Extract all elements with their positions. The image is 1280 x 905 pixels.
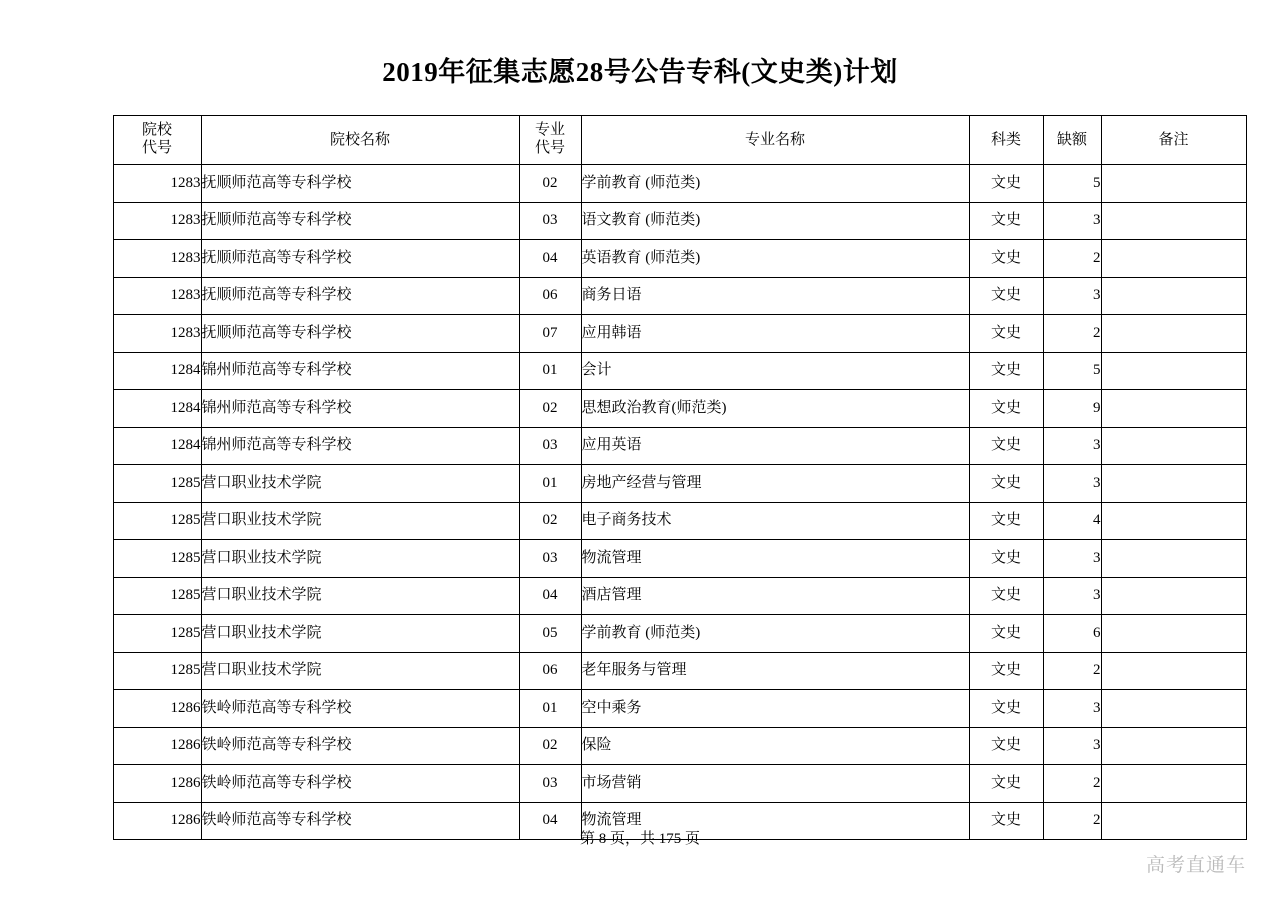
cell-major-code: 02 [519, 390, 581, 428]
cell-school-code: 1283 [113, 277, 201, 315]
table-row [113, 577, 1246, 615]
cell-major-name: 物流管理 [581, 802, 969, 840]
cell-remark [1101, 427, 1246, 465]
cell-quota: 2 [1043, 652, 1101, 690]
cell-remark [1101, 540, 1246, 578]
cell-school-code: 1286 [113, 690, 201, 728]
cell-remark [1101, 352, 1246, 390]
column-header-major-code-line1: 专业 [534, 122, 565, 139]
cell-school-name: 锦州师范高等专科学校 [201, 390, 519, 428]
column-header-remark: 备注 [1101, 116, 1246, 165]
cell-quota: 2 [1043, 240, 1101, 278]
cell-school-name: 抚顺师范高等专科学校 [201, 202, 519, 240]
cell-category: 文史 [969, 352, 1043, 390]
cell-school-name: 抚顺师范高等专科学校 [201, 277, 519, 315]
table-row [113, 390, 1246, 428]
column-header-quota: 缺额 [1043, 116, 1101, 165]
plan-table-container [113, 115, 1189, 840]
cell-quota: 5 [1043, 352, 1101, 390]
cell-remark [1101, 240, 1246, 278]
cell-major-code: 04 [519, 240, 581, 278]
watermark-label: 高考直通车 [1145, 855, 1246, 876]
cell-school-code: 1284 [113, 390, 201, 428]
table-row [113, 277, 1246, 315]
cell-major-code: 04 [519, 802, 581, 840]
cell-remark [1101, 465, 1246, 503]
table-row [113, 690, 1246, 728]
cell-quota: 3 [1043, 427, 1101, 465]
admission-plan-table [113, 115, 1247, 840]
cell-major-code: 01 [519, 352, 581, 390]
cell-quota: 5 [1043, 165, 1101, 203]
cell-quota: 2 [1043, 765, 1101, 803]
cell-category: 文史 [969, 315, 1043, 353]
table-header [113, 116, 1246, 165]
cell-school-name: 铁岭师范高等专科学校 [201, 690, 519, 728]
cell-major-code: 03 [519, 427, 581, 465]
cell-major-code: 06 [519, 652, 581, 690]
cell-quota: 3 [1043, 202, 1101, 240]
cell-major-name: 思想政治教育(师范类) [581, 390, 969, 428]
cell-remark [1101, 390, 1246, 428]
cell-quota: 6 [1043, 615, 1101, 653]
cell-school-name: 营口职业技术学院 [201, 465, 519, 503]
table-row [113, 652, 1246, 690]
table-row [113, 502, 1246, 540]
table-row [113, 240, 1246, 278]
cell-category: 文史 [969, 202, 1043, 240]
cell-school-code: 1285 [113, 615, 201, 653]
cell-school-name: 营口职业技术学院 [201, 652, 519, 690]
cell-category: 文史 [969, 427, 1043, 465]
cell-major-name: 市场营销 [581, 765, 969, 803]
cell-remark [1101, 652, 1246, 690]
cell-major-name: 语文教育 (师范类) [581, 202, 969, 240]
cell-category: 文史 [969, 240, 1043, 278]
cell-quota: 2 [1043, 315, 1101, 353]
column-header-major-name: 专业名称 [581, 116, 969, 165]
cell-category: 文史 [969, 390, 1043, 428]
cell-major-name: 酒店管理 [581, 577, 969, 615]
cell-major-code: 02 [519, 502, 581, 540]
table-row [113, 352, 1246, 390]
cell-major-name: 学前教育 (师范类) [581, 615, 969, 653]
column-header-category: 科类 [969, 116, 1043, 165]
cell-school-name: 抚顺师范高等专科学校 [201, 315, 519, 353]
cell-remark [1101, 690, 1246, 728]
cell-major-name: 会计 [581, 352, 969, 390]
cell-major-code: 06 [519, 277, 581, 315]
cell-school-name: 营口职业技术学院 [201, 540, 519, 578]
cell-major-name: 商务日语 [581, 277, 969, 315]
cell-category: 文史 [969, 765, 1043, 803]
cell-quota: 3 [1043, 277, 1101, 315]
cell-school-code: 1285 [113, 652, 201, 690]
cell-school-code: 1285 [113, 540, 201, 578]
cell-major-name: 老年服务与管理 [581, 652, 969, 690]
cell-major-name: 应用英语 [581, 427, 969, 465]
cell-category: 文史 [969, 540, 1043, 578]
cell-major-name: 保险 [581, 727, 969, 765]
cell-quota: 3 [1043, 465, 1101, 503]
cell-school-code: 1286 [113, 802, 201, 840]
cell-category: 文史 [969, 802, 1043, 840]
cell-category: 文史 [969, 277, 1043, 315]
cell-major-name: 房地产经营与管理 [581, 465, 969, 503]
column-header-school-code-line1: 院校 [141, 122, 172, 139]
column-header-major-code [519, 116, 581, 165]
cell-school-code: 1285 [113, 502, 201, 540]
page-title: 2019年征集志愿28号公告专科(文史类)计划 [382, 57, 898, 87]
cell-school-name: 营口职业技术学院 [201, 577, 519, 615]
table-body [113, 165, 1246, 840]
cell-school-code: 1284 [113, 427, 201, 465]
cell-major-code: 03 [519, 540, 581, 578]
cell-remark [1101, 202, 1246, 240]
cell-major-name: 应用韩语 [581, 315, 969, 353]
cell-major-name: 电子商务技术 [581, 502, 969, 540]
cell-school-name: 营口职业技术学院 [201, 502, 519, 540]
column-header-school-code-line2: 代号 [141, 140, 172, 156]
cell-category: 文史 [969, 727, 1043, 765]
cell-major-code: 01 [519, 690, 581, 728]
cell-quota: 3 [1043, 577, 1101, 615]
column-header-major-code-line2: 代号 [534, 140, 565, 156]
cell-major-code: 04 [519, 577, 581, 615]
cell-school-name: 抚顺师范高等专科学校 [201, 240, 519, 278]
table-row [113, 202, 1246, 240]
page-number-footer: 第 8 页，共 175 页 [579, 831, 700, 847]
table-row [113, 765, 1246, 803]
cell-category: 文史 [969, 615, 1043, 653]
cell-remark [1101, 165, 1246, 203]
column-header-school-code [113, 116, 201, 165]
cell-category: 文史 [969, 690, 1043, 728]
cell-quota: 9 [1043, 390, 1101, 428]
table-row [113, 465, 1246, 503]
cell-remark [1101, 615, 1246, 653]
cell-major-code: 05 [519, 615, 581, 653]
cell-major-code: 03 [519, 765, 581, 803]
cell-major-name: 物流管理 [581, 540, 969, 578]
cell-remark [1101, 577, 1246, 615]
cell-quota: 3 [1043, 690, 1101, 728]
cell-school-code: 1283 [113, 240, 201, 278]
cell-school-name: 营口职业技术学院 [201, 615, 519, 653]
cell-school-code: 1283 [113, 165, 201, 203]
cell-school-name: 铁岭师范高等专科学校 [201, 727, 519, 765]
cell-school-code: 1284 [113, 352, 201, 390]
cell-major-code: 01 [519, 465, 581, 503]
cell-major-code: 03 [519, 202, 581, 240]
cell-school-name: 铁岭师范高等专科学校 [201, 802, 519, 840]
cell-major-code: 02 [519, 727, 581, 765]
table-header-row [113, 116, 1246, 165]
table-row [113, 727, 1246, 765]
cell-quota: 3 [1043, 540, 1101, 578]
cell-remark [1101, 727, 1246, 765]
cell-remark [1101, 765, 1246, 803]
cell-category: 文史 [969, 652, 1043, 690]
table-row [113, 315, 1246, 353]
cell-remark [1101, 315, 1246, 353]
cell-category: 文史 [969, 465, 1043, 503]
cell-school-name: 锦州师范高等专科学校 [201, 427, 519, 465]
table-row [113, 165, 1246, 203]
cell-category: 文史 [969, 502, 1043, 540]
cell-remark [1101, 277, 1246, 315]
cell-school-code: 1286 [113, 765, 201, 803]
cell-quota: 4 [1043, 502, 1101, 540]
cell-major-name: 学前教育 (师范类) [581, 165, 969, 203]
cell-category: 文史 [969, 577, 1043, 615]
cell-school-code: 1285 [113, 465, 201, 503]
cell-school-name: 抚顺师范高等专科学校 [201, 165, 519, 203]
cell-major-name: 空中乘务 [581, 690, 969, 728]
cell-major-code: 07 [519, 315, 581, 353]
cell-quota: 2 [1043, 802, 1101, 840]
cell-quota: 3 [1043, 727, 1101, 765]
table-row [113, 540, 1246, 578]
cell-school-name: 锦州师范高等专科学校 [201, 352, 519, 390]
cell-school-code: 1283 [113, 315, 201, 353]
cell-school-code: 1285 [113, 577, 201, 615]
cell-major-name: 英语教育 (师范类) [581, 240, 969, 278]
column-header-school-name: 院校名称 [201, 116, 519, 165]
cell-school-code: 1286 [113, 727, 201, 765]
cell-school-name: 铁岭师范高等专科学校 [201, 765, 519, 803]
cell-category: 文史 [969, 165, 1043, 203]
cell-remark [1101, 502, 1246, 540]
table-row [113, 615, 1246, 653]
cell-school-code: 1283 [113, 202, 201, 240]
cell-major-code: 02 [519, 165, 581, 203]
table-row [113, 427, 1246, 465]
